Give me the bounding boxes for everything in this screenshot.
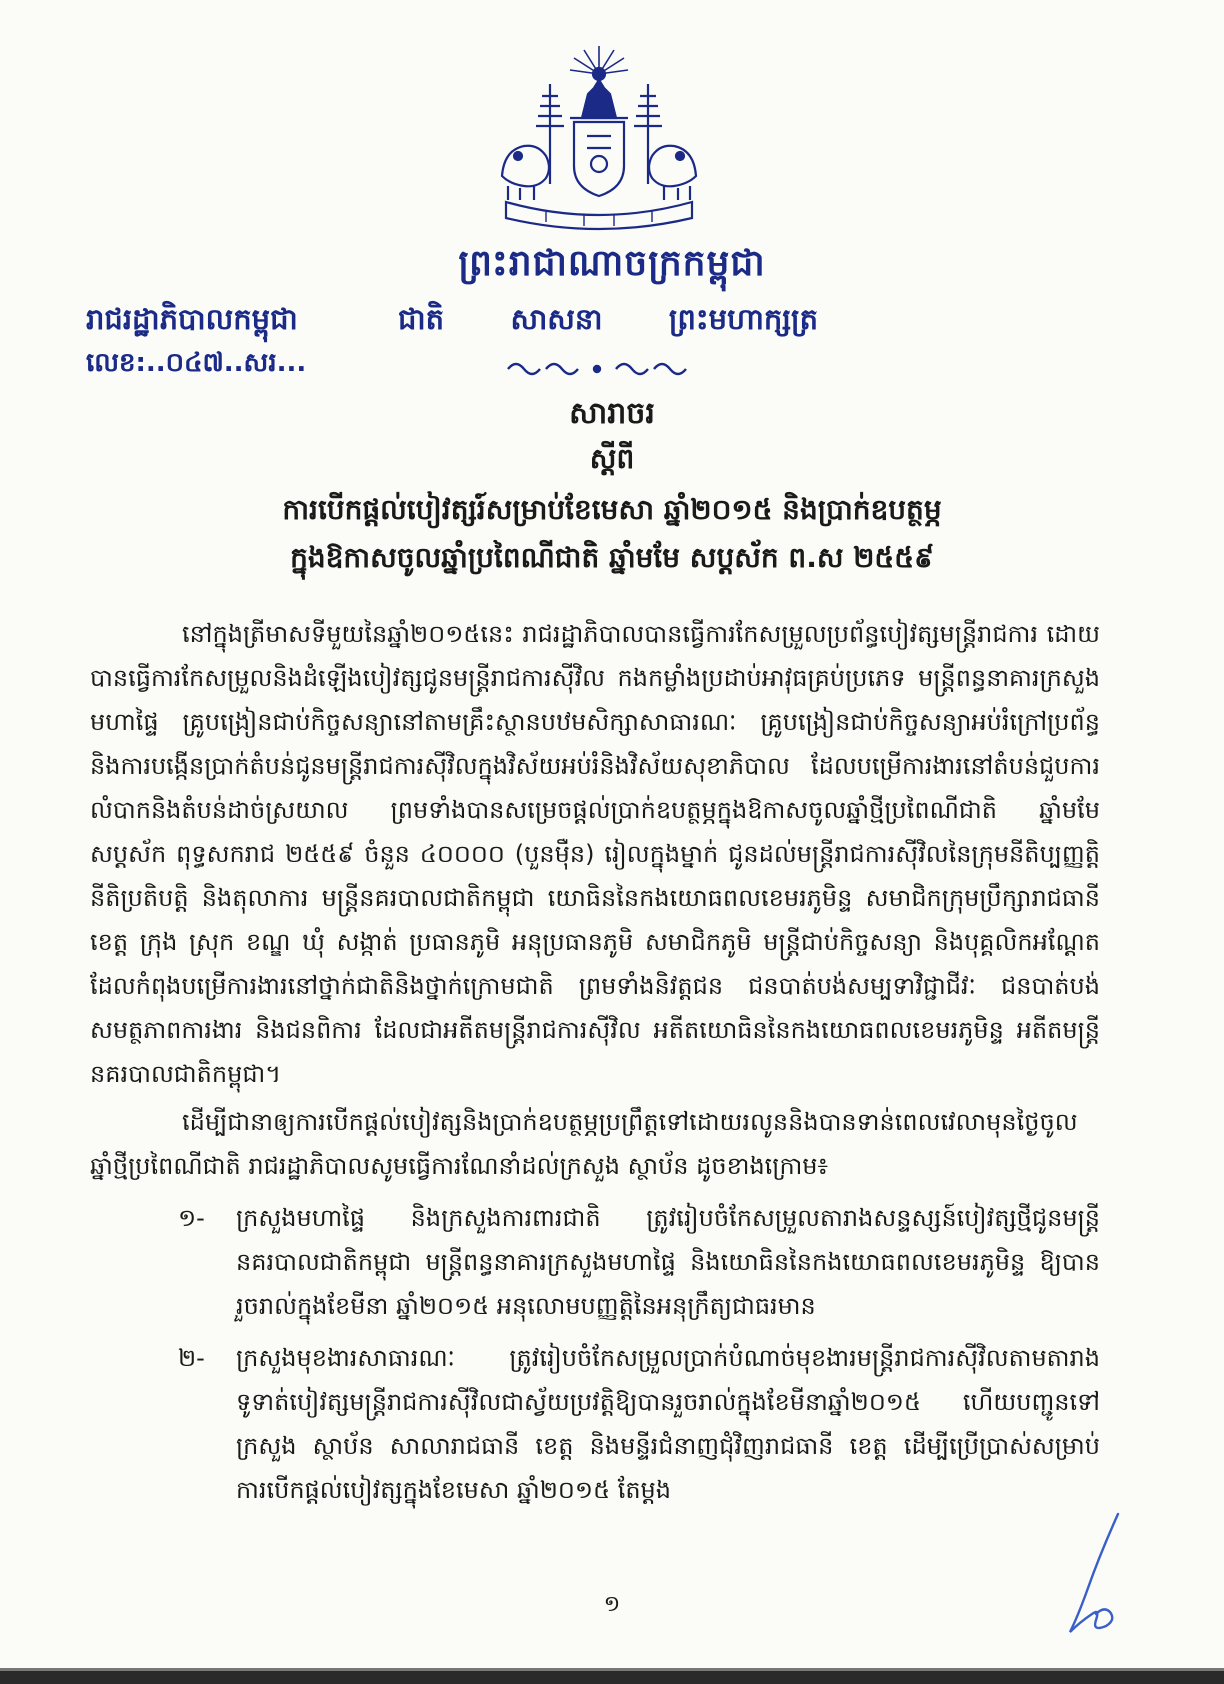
list-item-number: ១- [178, 1204, 205, 1232]
paragraph-2: ដើម្បីជានាឲ្យការបើកផ្តល់បៀវត្សនិងប្រាក់ឧបត្ថម្ភប្រព្រឹត្តទៅដោយរលូននិងបានទាន់ពេលវេលាមុនថ្ងៃចូលឆ្នាំថ្មីប្រពៃណីជាតិ រាជរដ្ឋាភិបាលសូមធ្វើការណែនាំដល់ក្រសួង ស្ថាប័ន ដូចខាងក្រោម៖ [90, 1108, 1078, 1180]
kingdom-title: ព្រះរាជាណាចក្រកម្ពុជា [458, 243, 766, 284]
royal-coat-of-arms-icon [484, 44, 714, 232]
paragraph-1: នៅក្នុងត្រីមាសទីមួយនៃឆ្នាំ២០១៥នេះ រាជរដ្ឋាភិបាលបានធ្វើការកែសម្រួលប្រព័ន្ធបៀវត្សមន្ត្រីរាជការ ដោយបានធ្វើការកែសម្រួលនិងដំឡើងបៀវត្សជូនមន្ត្រីរាជការស៊ីវិល កងកម្លាំងប្រដាប់អាវុធគ្រប់ប្រភេទ មន្ត្រីពន្ធនាគារក្រសួងមហាផ្ទៃ គ្រូបង្រៀនជាប់កិច្ចសន្យានៅតាមគ្រឹះស្ថានបឋមសិក្សាសាធារណៈ គ្រូបង្រៀនជាប់កិច្ចសន្យាអប់រំក្រៅប្រព័ន្ធ និងការបង្កើនប្រាក់តំបន់ជូនមន្ត្រីរាជការស៊ីវិលក្នុងវិស័យអប់រំនិងវិស័យសុខាភិបាល ដែលបម្រើការងារនៅតំបន់ជួបការលំបាកនិងតំបន់ដាច់ស្រយាល ព្រមទាំងបានសម្រេចផ្តល់ប្រាក់ឧបត្ថម្ភក្នុងឱកាសចូលឆ្នាំថ្មីប្រពៃណីជាតិ ឆ្នាំមមែ សប្តស័ក ពុទ្ធសករាជ ២៥៥៩ ចំនួន ៤០០០០ (បួនម៉ឺន) រៀលក្នុងម្នាក់ ជូនដល់មន្ត្រីរាជការស៊ីវិលនៃក្រុមនីតិប្បញ្ញត្តិ នីតិប្រតិបត្តិ និងតុលាការ មន្ត្រីនគរបាលជាតិកម្ពុជា យោធិននៃកងយោធពលខេមរភូមិន្ទ សមាជិកក្រុមប្រឹក្សារាជធានី ខេត្ត ក្រុង ស្រុក ខណ្ឌ ឃុំ សង្កាត់ ប្រធានភូមិ អនុប្រធានភូមិ សមាជិកភូមិ មន្ត្រីជាប់កិច្ចសន្យា និងបុគ្គលិកអណ្តែត ដែលកំពុងបម្រើការងារនៅថ្នាក់ជាតិនិងថ្នាក់ក្រោមជាតិ ព្រមទាំងនិវត្តជន ជនបាត់បង់សម្បទាវិជ្ជាជីវៈ ជនបាត់បង់សមត្ថភាពការងារ និងជនពិការ ដែលជាអតីតមន្ត្រីរាជការស៊ីវិល អតីតយោធិននៃកងយោធពលខេមរភូមិន្ទ អតីតមន្ត្រីនគរបាលជាតិកម្ពុជា។ [90, 620, 1100, 1088]
motto-king: ព្រះមហាក្សត្រ [668, 302, 818, 336]
list-item [90, 1336, 1100, 1512]
motto-nation: ជាតិ [398, 302, 445, 336]
list-item-text: ក្រសួងមុខងារសាធារណៈ ត្រូវរៀបចំកែសម្រួលប្រាក់បំណាច់មុខងារមន្ត្រីរាជការស៊ីវិលតាមតារាងទូទាត់បៀវត្សមន្ត្រីរាជការស៊ីវិលជាស្វ័យប្រវត្តិឱ្យបានរួចរាល់ក្នុងខែមីនាឆ្នាំ២០១៥ ហើយបញ្ជូនទៅក្រសួង ស្ថាប័ន សាលារាជធានី ខេត្ត និងមន្ទីរជំនាញជុំវិញរាជធានី ខេត្ត ដើម្បីប្រើប្រាស់សម្រាប់ការបើកផ្តល់បៀវត្សក្នុងខែមេសា ឆ្នាំ២០១៥ តែម្តង [236, 1344, 1100, 1504]
document-body [90, 612, 1100, 1512]
reference-number: លេខ:..០៤៧..សរ... [86, 348, 307, 378]
ornament-divider-icon [502, 357, 692, 379]
government-name: រាជរដ្ឋាភិបាលកម្ពុជា [86, 302, 298, 336]
subject-line-1: ការបើកផ្តល់បៀវត្សរ៍សម្រាប់ខែមេសា ឆ្នាំ២០១៥ និងប្រាក់ឧបត្ថម្ភ [282, 493, 942, 526]
document-type: សារាចរ [569, 396, 655, 431]
list-item-number: ២- [178, 1344, 205, 1372]
handwritten-signature-icon [1048, 1510, 1148, 1650]
document-about-label: ស្តីពី [589, 442, 635, 475]
list-item-text: ក្រសួងមហាផ្ទៃ និងក្រសួងការពារជាតិ ត្រូវរៀបចំកែសម្រួលតារាងសន្ទស្សន៍បៀវត្សថ្មីជូនមន្ត្រីនគរបាលជាតិកម្ពុជា មន្ត្រីពន្ធនាគារក្រសួងមហាផ្ទៃ និងយោធិននៃកងយោធពលខេមរភូមិន្ទ ឱ្យបានរួចរាល់ក្នុងខែមីនា ឆ្នាំ២០១៥ អនុលោមបញ្ញត្តិនៃអនុក្រឹត្យជាធរមាន [236, 1204, 1100, 1320]
page-number: ១ [603, 1592, 621, 1617]
national-motto [398, 302, 818, 344]
document-subject [0, 486, 1224, 582]
motto-religion: សាសនា [510, 302, 603, 336]
list-item [90, 1196, 1100, 1328]
subject-line-2: ក្នុងឱកាសចូលឆ្នាំប្រពៃណីជាតិ ឆ្នាំមមែ សប្តស័ក ព.ស ២៥៥៩ [290, 541, 934, 574]
page-bottom-edge [0, 1664, 1224, 1684]
